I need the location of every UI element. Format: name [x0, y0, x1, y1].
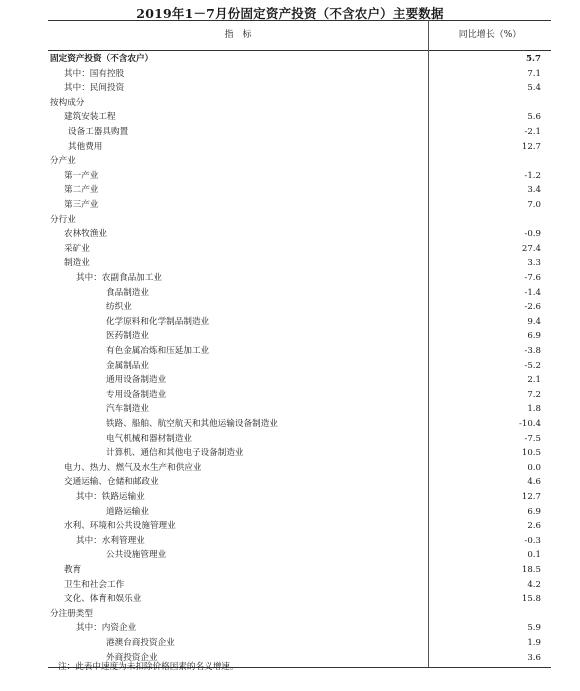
row-value: 5.9	[527, 623, 541, 634]
row-label: 汽车制造业	[106, 404, 149, 415]
table-row	[48, 52, 551, 67]
row-label: 第三产业	[64, 200, 99, 210]
table-row	[48, 432, 551, 447]
row-value: 7.2	[527, 389, 541, 400]
row-label: 制造业	[64, 258, 90, 269]
row-value: -2.1	[524, 127, 541, 137]
row-value: 6.9	[527, 506, 541, 517]
table-row	[48, 505, 551, 520]
row-label: 电气机械和器材制造业	[106, 433, 192, 444]
row-label: 卫生和社会工作	[64, 579, 125, 590]
header-indicator: 指 标	[224, 30, 252, 40]
row-label: 第一产业	[64, 170, 99, 181]
table-row	[48, 344, 551, 359]
row-value: 5.4	[527, 83, 541, 94]
table-row	[48, 402, 551, 417]
row-value: 6.9	[527, 331, 541, 342]
table-row	[48, 475, 551, 490]
row-label: 教育	[64, 565, 82, 575]
row-label: 食品制造业	[106, 287, 149, 298]
row-label: 其中：铁路运输业	[76, 492, 145, 502]
row-value: 5.6	[527, 112, 541, 123]
row-label: 铁路、船舶、航空航天和其他运输设备制造业	[106, 419, 278, 429]
table-row	[48, 213, 551, 228]
row-value: 1.9	[527, 638, 541, 648]
table-row	[48, 534, 551, 549]
row-label: 文化、体育和娱乐业	[64, 594, 142, 605]
table-row	[48, 286, 551, 301]
table-row	[48, 578, 551, 593]
table-row	[48, 183, 551, 198]
table-row	[48, 140, 551, 155]
row-value: 3.4	[527, 185, 541, 196]
row-label: 分产业	[50, 156, 76, 167]
row-label: 纺织业	[106, 302, 132, 313]
row-value: 12.7	[521, 492, 541, 502]
row-value: -1.4	[524, 287, 541, 298]
table-row	[48, 227, 551, 242]
table-row	[48, 256, 551, 271]
table-row	[48, 607, 551, 622]
row-label: 农林牧渔业	[64, 229, 107, 240]
table-row	[48, 359, 551, 374]
row-value: 27.4	[521, 243, 541, 254]
row-label: 水利、环境和公共设施管理业	[64, 521, 176, 532]
row-value: -7.6	[524, 273, 541, 283]
row-value: 4.6	[527, 477, 541, 488]
row-label: 公共设施管理业	[106, 550, 167, 561]
table-row	[48, 242, 551, 257]
row-value: 18.5	[521, 565, 541, 575]
row-value: 7.0	[527, 200, 541, 210]
row-value: 9.4	[527, 316, 541, 327]
row-label: 道路运输业	[106, 506, 149, 517]
table-row	[48, 621, 551, 636]
row-label: 其中：内资企业	[76, 623, 137, 634]
footnote: 注：此表中速度为未扣除价格因素的名义增速。	[58, 662, 239, 672]
table-row	[48, 563, 551, 578]
row-label: 采矿业	[64, 243, 90, 254]
row-label: 港澳台商投资企业	[106, 638, 175, 648]
row-value: 10.5	[521, 448, 541, 459]
header-rule	[48, 50, 551, 51]
row-label: 其中：水利管理业	[76, 535, 145, 546]
row-label: 电力、热力、燃气及水生产和供应业	[64, 462, 202, 473]
row-label: 其中：民间投资	[64, 83, 125, 94]
table-row	[48, 315, 551, 330]
row-value: -1.2	[524, 170, 541, 181]
table-row	[48, 519, 551, 534]
row-value: -10.4	[518, 419, 541, 429]
row-value: 0.0	[527, 462, 541, 473]
row-label: 通用设备制造业	[106, 375, 167, 386]
row-value: 2.1	[527, 375, 541, 386]
row-label: 分注册类型	[50, 608, 93, 619]
table-row	[48, 548, 551, 563]
row-value: -5.2	[524, 360, 541, 371]
table-row	[48, 110, 551, 125]
table-row	[48, 81, 551, 96]
row-label: 第二产业	[64, 185, 99, 196]
table-row	[48, 169, 551, 184]
table-row	[48, 271, 551, 286]
table-row	[48, 67, 551, 82]
row-value: 15.8	[521, 594, 541, 605]
row-value: -0.9	[524, 229, 541, 240]
row-value: -7.5	[524, 433, 541, 444]
row-label: 建筑安装工程	[64, 112, 116, 123]
table-row	[48, 125, 551, 140]
row-label: 分行业	[50, 214, 76, 225]
row-value: -3.8	[524, 346, 541, 356]
row-value: -0.3	[524, 535, 541, 546]
row-value: 7.1	[527, 68, 541, 79]
row-label: 其中：国有控股	[64, 68, 125, 79]
row-label: 设备工器具购置	[68, 127, 129, 137]
row-label: 金属制品业	[106, 360, 149, 371]
row-value: 3.6	[527, 652, 541, 663]
row-value: 0.1	[527, 550, 541, 561]
table-row	[48, 592, 551, 607]
table-row	[48, 198, 551, 213]
row-value: 5.7	[526, 54, 541, 64]
row-label: 医药制造业	[106, 331, 149, 342]
table-row	[48, 300, 551, 315]
row-label: 按构成分	[50, 97, 85, 108]
row-label: 交通运输、仓储和邮政业	[64, 477, 159, 488]
table-row	[48, 154, 551, 169]
row-label: 其中：农副食品加工业	[76, 273, 162, 283]
table-row	[48, 461, 551, 476]
row-label: 固定资产投资（不含农户）	[50, 54, 154, 64]
row-value: 2.6	[527, 521, 541, 532]
row-value: -2.6	[524, 302, 541, 313]
row-label: 化学原料和化学制品制造业	[106, 316, 210, 327]
row-value: 4.2	[527, 579, 541, 590]
header-growth: 同比增长（%）	[458, 30, 522, 40]
row-label: 外商投资企业	[106, 652, 158, 663]
table-row	[48, 388, 551, 403]
row-value: 1.8	[527, 404, 541, 415]
table-row	[48, 446, 551, 461]
row-value: 12.7	[521, 141, 541, 152]
table-row	[48, 417, 551, 432]
page-title: 2019年1－7月份固定资产投资（不含农户）主要数据	[136, 6, 444, 21]
row-value: 3.3	[527, 258, 541, 269]
row-label: 有色金属冶炼和压延加工业	[106, 346, 210, 356]
row-label: 专用设备制造业	[106, 389, 167, 400]
table-row	[48, 373, 551, 388]
table-row	[48, 96, 551, 111]
table-row	[48, 636, 551, 651]
table-row	[48, 490, 551, 505]
table-row	[48, 329, 551, 344]
row-label: 其他费用	[68, 141, 103, 152]
row-label: 计算机、通信和其他电子设备制造业	[106, 448, 244, 459]
